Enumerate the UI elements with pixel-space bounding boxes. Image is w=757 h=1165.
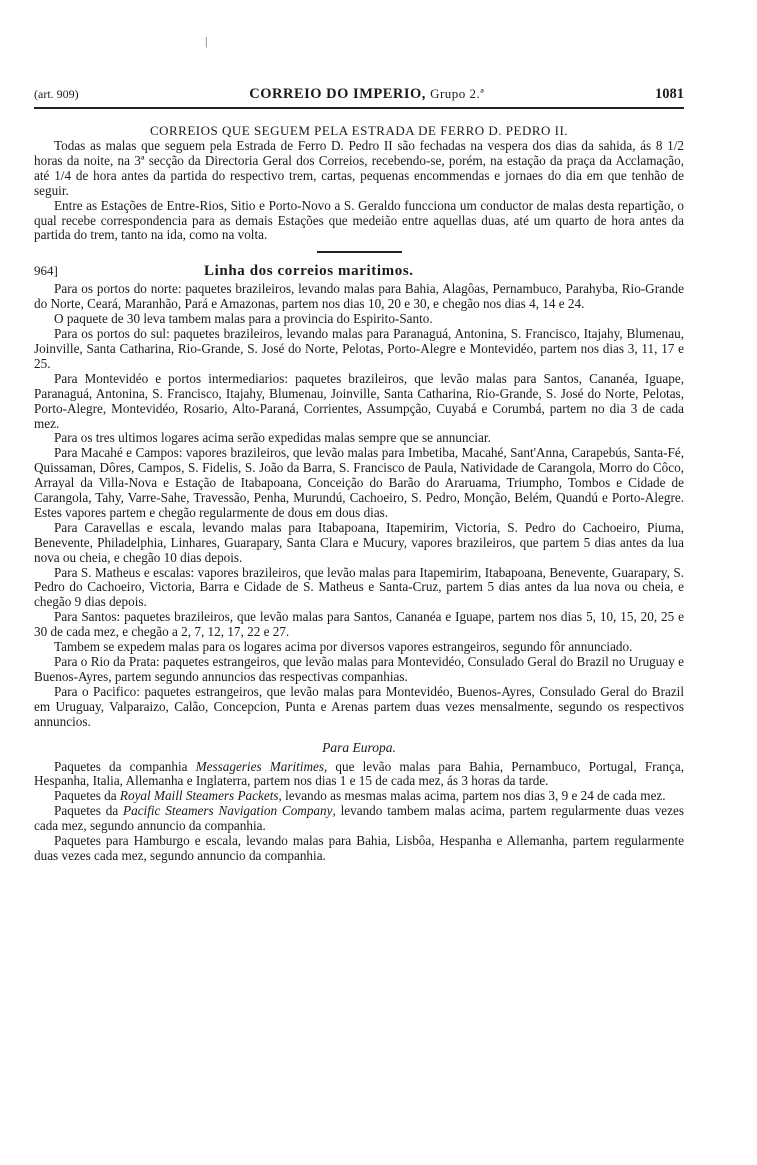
paragraph [34, 760, 684, 790]
text-run: Paquetes da [54, 803, 124, 819]
text-run: , levando tambem malas acima, partem regularmente duas vezes cada mez, segundo annuncio da companhia. [34, 803, 684, 834]
paragraph [34, 789, 684, 804]
paragraph: O paquete de 30 leva tambem malas para a provincia do Espirito-Santo. [54, 311, 433, 327]
paragraph: Para o Rio da Prata: paquetes estrangeiros, que levão malas para Montevidéo, Consulado Geral do Brazil no Uruguay e Buenos-Ayres, partem segundo annuncios das respectivas companhias. [34, 654, 684, 684]
text-run: , levando as mesmas malas acima, partem nos dias 3, 9 e 24 de cada mez. [278, 788, 666, 804]
text-run: Paquetes da [54, 788, 120, 804]
company-name: Pacific Steamers Navigation Company [123, 803, 333, 819]
section-heading-maritimos [34, 263, 684, 280]
margin-tick-top: | [205, 34, 208, 48]
paragraph: Tambem se expedem malas para os logares acima por diversos vapores estrangeiros, segundo fôr annunciado. [54, 639, 633, 655]
header-title-main: CORREIO DO IMPERIO, [249, 86, 426, 102]
page-header [34, 86, 684, 109]
paragraph: Para os portos do norte: paquetes brazileiros, levando malas para Bahia, Alagôas, Pernambuco, Parahyba, Rio-Grande do Norte, Ceará, Maranhão, Pará e Amazonas, partem nos dias 10, 20 e 30, e chegão nos dias 4, 14 e 24. [34, 281, 684, 312]
company-name: Messageries Maritimes [195, 758, 324, 774]
paragraph: Para o Pacifico: paquetes estrangeiros, que levão malas para Montevidéo, Buenos-Ayres, Consulado Geral do Brazil em Uruguay, Valparaizo, Calão, Concepcion, Punta e Arenas partem duas vezes mensalmente, segundo os respectivos annuncios. [34, 683, 684, 729]
paragraph: Para os portos do sul: paquetes brazileiros, levando malas para Paranaguá, Antonina, S. Francisco, Itajahy, Blumenau, Joinville, Santa Catharina, Rio-Grande, S. José do Norte, Pelotas, Porto-Alegre e Montevidéo, partem nos dias 3, 11, 17 e 25. [34, 326, 684, 371]
paragraph [34, 804, 684, 834]
subsection-title-europa: Para Europa. [322, 739, 396, 755]
paragraph: Paquetes para Hamburgo e escala, levando malas para Bahia, Lisbôa, Hespanha e Allemanha, partem regularmente duas vezes cada mez, segundo annuncio da companhia. [34, 833, 684, 863]
header-title [249, 86, 484, 103]
paragraph: Para Montevidéo e portos intermediarios: paquetes brazileiros, que levão malas para Santos, Cananéa, Iguape, Paranaguá, Antonina, S. Francisco, Itajahy, Blumenau, Joinville, Santa Catharina, Rio-Grande, S. José do Norte, Pelotas, Porto-Alegre, Montevidéo, Rosario, Alto-Paraná, Corrientes, Assumpção, Cuyabá e Corumbá, partem no dia 3 de cada mez. [34, 370, 684, 431]
paragraph: Entre as Estações de Entre-Rios, Sitio e Porto-Novo a S. Geraldo funcciona um conductor de malas desta repartição, o qual recebe correspondencia para as demais Estações que medeião entre aquellas duas, até um quarto de hora antes da partida do trem, tanto na ida, como na volta. [34, 197, 684, 243]
document-page [34, 86, 684, 864]
text-run: , que levão malas para Bahia, Pernambuco, Portugal, França, Hespanha, Italia, Allemanha e Inglaterra, partem nos dias 1 e 15 de cada mez, ás 3 horas da tarde. [34, 758, 684, 789]
paragraph: Todas as malas que seguem pela Estrada de Ferro D. Pedro II são fechadas na vespera dos dias da sahida, ás 8 1/2 horas da noite, na 3ª secção da Directoria Geral dos Correios, recebendo-se, porém, na estação da praça da Acclamação, até 1/4 de hora antes da partida do respectivo trem, cartas, pequenas encommendas e jornaes do dia em que tenhão de seguir. [34, 138, 684, 198]
section-divider [317, 251, 402, 253]
text-run: Paquetes da companhia [54, 758, 196, 774]
section-title-maritimos: Linha dos correios maritimos. [204, 263, 414, 280]
paragraph: Para Caravellas e escala, levando malas para Itabapoana, Itapemirim, Victoria, S. Pedro do Cachoeiro, Piuma, Benevente, Philadelphia, Linhares, Guarapary, Santa Clara e Mucury, vapores brazileiros, que partem 5 dias antes da lua nova ou cheia, e chegão 10 dias depois. [34, 519, 684, 565]
paragraph: Para Santos: paquetes brazileiros, que levão malas para Santos, Cananéa e Iguape, partem nos dias 5, 10, 15, 20, 25 e 30 de cada mez, e chegão a 2, 7, 12, 17, 22 e 27. [34, 609, 684, 640]
page-number: 1081 [654, 86, 684, 102]
paragraph: Para S. Matheus e escalas: vapores brazileiros, que levão malas para Itapemirim, Itabapoana, Benevente, Guarapary, S. Pedro do Cachoeiro, Victoria, Barra e Cidade de S. Matheus e Santa-Cruz, partem 5 dias antes da lua nova ou cheia, e chegão 9 dias depois. [34, 564, 684, 610]
section-title-estrada-ferro: CORREIOS QUE SEGUEM PELA ESTRADA DE FERRO D. PEDRO II. [149, 123, 569, 138]
paragraph: Para os tres ultimos logares acima serão expedidas malas sempre que se annunciar. [54, 430, 491, 446]
header-article-ref: (art. 909) [34, 87, 79, 101]
paragraph: Para Macahé e Campos: vapores brazileiros, que levão malas para Imbetiba, Macahé, Sant'Anna, Carapebús, Santa-Fé, Quissaman, Dôres, Campos, S. Fidelis, S. João da Barra, S. Francisco de Paula, Natividade de Carangola, Morro do Côco, Arrayal da Villa-Nova e Estação de Itabapoana, Conceição do Barão do Araruama, Triumpho, Tombos e Cidade de Carangola, Tahy, Varre-Sahe, Travessão, Penha, Murundú, Cachoeiro, S. Pedro, Monção, Belém, Quandú e Porto-Alegre. Estes vapores partem e chegão regularmente de dous em dous dias. [34, 445, 684, 520]
company-name: Royal Maill Steamers Packets [119, 788, 279, 804]
header-group: Grupo 2.ª [430, 86, 485, 101]
section-number: 964] [34, 263, 58, 279]
